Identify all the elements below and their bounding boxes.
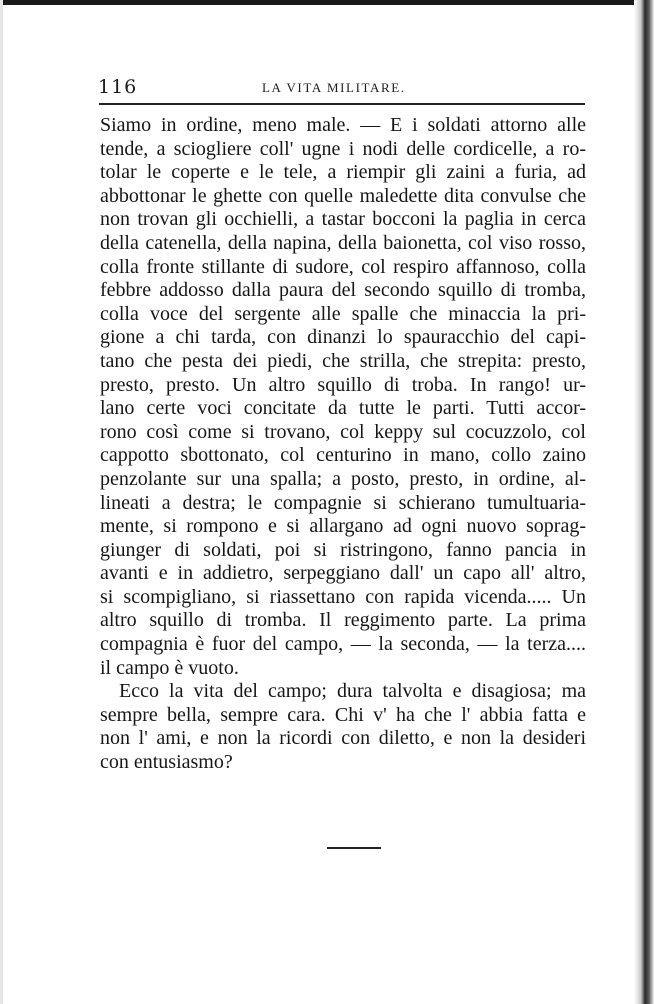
text-line: il campo è vuoto. bbox=[100, 656, 239, 679]
text-line: Ecco la vita del campo; dura talvolta e disagiosa; ma bbox=[119, 680, 586, 703]
text-line: febbre addosso dalla paura del secondo squillo di tromba, bbox=[100, 279, 586, 302]
text-line: non l' ami, e non la ricordi con diletto, e non la desideri bbox=[100, 727, 586, 750]
text-line: si scompigliano, si riassettano con rapida vicenda..... Un bbox=[100, 585, 586, 608]
text-line: lano certe voci concitate da tutte le parti. Tutti accor- bbox=[100, 397, 586, 420]
paragraph-2 bbox=[100, 680, 586, 774]
scan-left-edge bbox=[0, 0, 3, 1004]
text-line: gione a chi tarda, con dinanzi lo spauracchio del capi- bbox=[100, 326, 586, 349]
text-line: colla voce del sergente alle spalle che minaccia la pri- bbox=[100, 302, 586, 325]
text-line: presto, presto. Un altro squillo di troba. In rango! ur- bbox=[100, 373, 586, 396]
running-head: LA VITA MILITARE. bbox=[262, 80, 406, 95]
body-text bbox=[100, 114, 586, 775]
text-line: sempre bella, sempre cara. Chi v' ha che l' abbia fatta e bbox=[100, 703, 586, 726]
text-line: abbottonar le ghette con quelle maledette dita convulse che bbox=[100, 184, 586, 207]
text-line: cappotto sbottonato, col centurino in mano, collo zaino bbox=[100, 444, 586, 467]
text-line: compagnia è fuor del campo, — la seconda, — la terza.... bbox=[100, 633, 586, 656]
text-line: colla fronte stillante di sudore, col respiro affannoso, colla bbox=[100, 255, 586, 278]
text-line: della catenella, della napina, della baionetta, col viso rosso, bbox=[100, 231, 586, 254]
text-line: tano che pesta dei piedi, che strilla, che strepita: presto, bbox=[100, 349, 586, 372]
text-line: Siamo in ordine, meno male. — E i soldati attorno alle bbox=[100, 114, 586, 136]
header-rule bbox=[99, 103, 585, 105]
text-line: rono così come si trovano, col keppy sul cocuzzolo, col bbox=[100, 420, 586, 443]
section-end-rule bbox=[327, 847, 381, 849]
text-line: avanti e in addietro, serpeggiano dall' un capo all' altro, bbox=[100, 562, 586, 585]
book-spine-edge bbox=[634, 0, 654, 1004]
text-line: tende, a sciogliere coll' ugne i nodi delle cordicelle, a ro- bbox=[100, 137, 586, 160]
page-number: 116 bbox=[98, 76, 138, 98]
text-line: giunger di soldati, poi si ristringono, fanno pancia in bbox=[100, 538, 586, 561]
paragraph-1 bbox=[100, 114, 586, 680]
scan-top-edge bbox=[0, 0, 654, 5]
text-line: penzolante sur una spalla; a posto, presto, in ordine, al- bbox=[100, 467, 586, 490]
text-line: mente, si rompono e si allargano ad ogni nuovo soprag- bbox=[100, 515, 586, 538]
text-line: altro squillo di tromba. Il reggimento parte. La prima bbox=[100, 609, 586, 632]
text-line: con entusiasmo? bbox=[100, 751, 233, 774]
text-line: lineati a destra; le compagnie si schierano tumultuaria- bbox=[100, 491, 586, 514]
text-line: tolar le coperte e le tele, a riempir gli zaini a furia, ad bbox=[100, 161, 586, 184]
text-line: non trovan gli occhielli, a tastar bocconi la paglia in cerca bbox=[100, 208, 586, 231]
